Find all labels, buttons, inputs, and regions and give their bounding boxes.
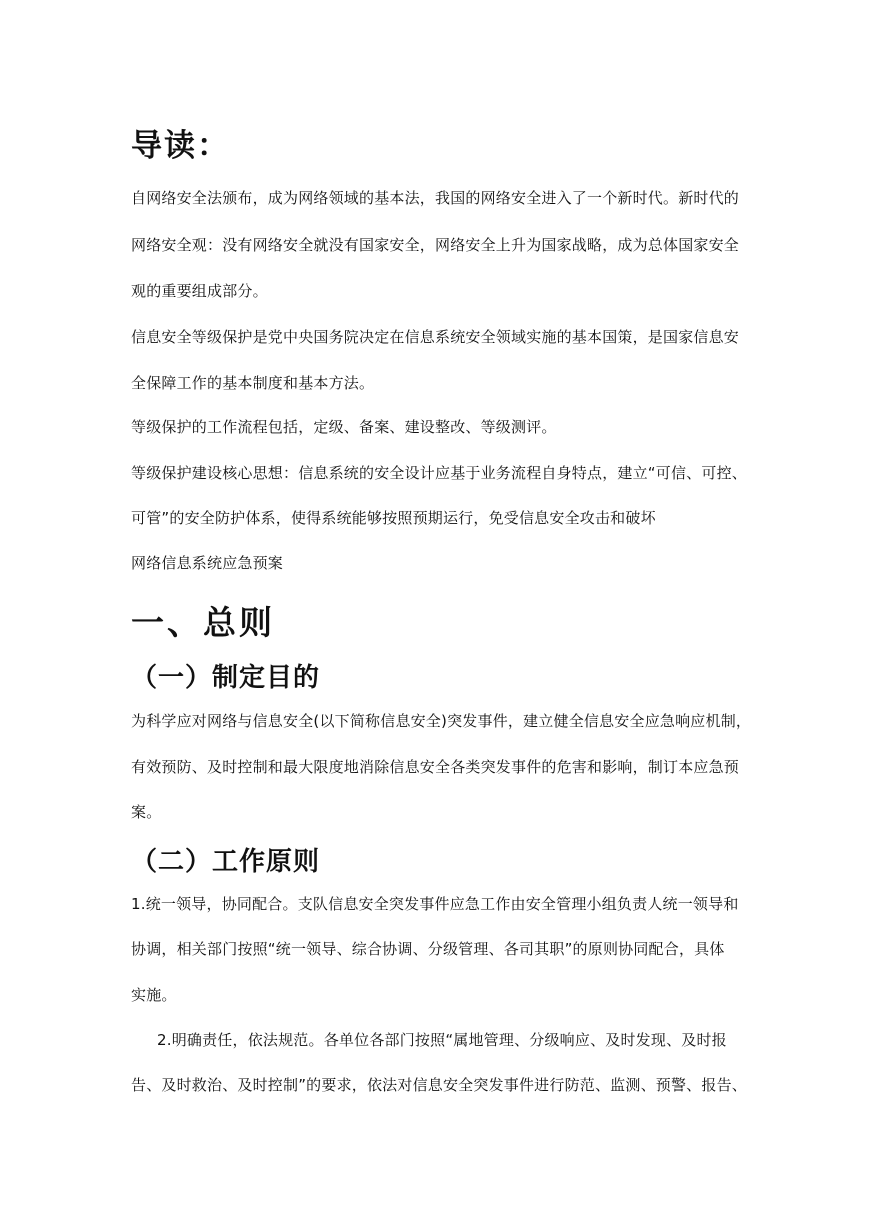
lead-paragraph-2-line-2: 全保障工作的基本制度和基本方法。 [131,374,375,392]
purpose-line-3: 案。 [131,803,162,821]
section-heading-general: 一、总则 [131,603,275,642]
lead-paragraph-4-line-2: 可管”的安全防护体系，使得系统能够按照预期运行，免受信息安全攻击和破坏 [131,509,656,527]
lead-paragraph-1-line-2: 网络安全观：没有网络安全就没有国家安全，网络安全上升为国家战略，成为总体国家安全 [131,236,740,254]
subsection-heading-purpose: （一）制定目的 [131,663,321,693]
principle-2-line-1: 2.明确责任，依法规范。各单位各部门按照“属地管理、分级响应、及时发现、及时报 [157,1031,727,1049]
lead-paragraph-4-line-1: 等级保护建设核心思想：信息系统的安全设计应基于业务流程自身特点，建立“可信、可控、 [131,464,747,482]
lead-heading: 导读： [131,128,230,164]
subsection-heading-principles: （二）工作原则 [131,847,321,877]
purpose-line-1: 为科学应对网络与信息安全(以下简称信息安全)突发事件，建立健全信息安全应急响应机制， [131,712,752,730]
lead-paragraph-1-line-1: 自网络安全法颁布，成为网络领域的基本法，我国的网络安全进入了一个新时代。新时代的 [131,189,740,207]
document-title: 网络信息系统应急预案 [131,554,284,572]
principle-1-line-1: 1.统一领导，协同配合。支队信息安全突发事件应急工作由安全管理小组负责人统一领导和 [131,895,739,913]
principle-1-line-2: 协调，相关部门按照“统一领导、综合协调、分级管理、各司其职”的原则协同配合，具体 [131,940,725,958]
principle-1-line-3: 实施。 [131,986,177,1004]
lead-paragraph-3-line-1: 等级保护的工作流程包括，定级、备案、建设整改、等级测评。 [131,418,557,436]
lead-paragraph-1-line-3: 观的重要组成部分。 [131,282,268,300]
principle-2-line-2: 告、及时救治、及时控制”的要求，依法对信息安全突发事件进行防范、监测、预警、报告、 [131,1076,747,1094]
lead-paragraph-2-line-1: 信息安全等级保护是党中央国务院决定在信息系统安全领域实施的基本国策，是国家信息安 [131,328,740,346]
purpose-line-2: 有效预防、及时控制和最大限度地消除信息安全各类突发事件的危害和影响，制订本应急预 [131,758,740,776]
